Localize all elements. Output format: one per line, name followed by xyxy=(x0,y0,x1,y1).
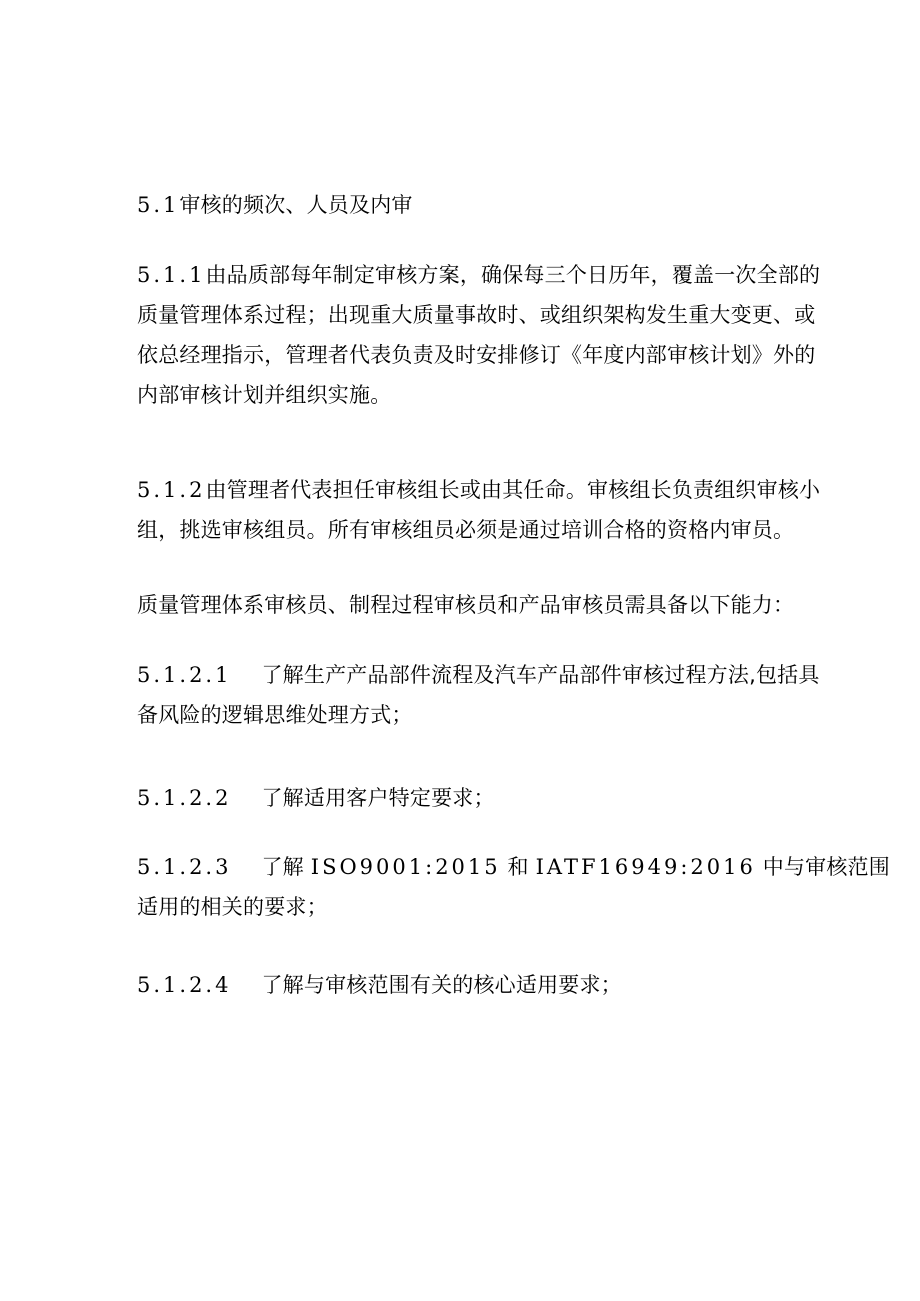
clause-number: 5.1.2.1 xyxy=(137,663,232,687)
standard-reference: IATF16949:2016 xyxy=(535,855,756,879)
paragraph-line: 由管理者代表担任审核组长或由其任命。审核组长负责组织审核小 xyxy=(205,478,821,502)
paragraph-line: 质量管理体系过程；出现重大质量事故时、或组织架构发生重大变更、或 xyxy=(137,303,816,327)
paragraph-text: 中与审核范围 xyxy=(762,855,890,879)
paragraph-line: 了解适用客户特定要求； xyxy=(261,786,495,810)
paragraph-line: 依总经理指示，管理者代表负责及时安排修订《年度内部审核计划》外的 xyxy=(137,343,816,367)
paragraph-line: 适用的相关的要求； xyxy=(137,895,328,919)
paragraph-5-1-1 xyxy=(137,255,821,415)
standard-reference: ISO9001:2015 xyxy=(310,855,501,879)
paragraph-line: 了解与审核范围有关的核心适用要求； xyxy=(261,973,622,997)
section-number: 5.1 xyxy=(137,193,180,217)
paragraph-5-1-2-4 xyxy=(137,965,787,1005)
paragraph-text: 了解 xyxy=(261,855,304,879)
section-heading-text: 审核的频次、人员及内审 xyxy=(179,193,413,217)
paragraph-abilities-intro xyxy=(137,585,795,625)
paragraph-5-1-2-2 xyxy=(137,778,787,818)
clause-number: 5.1.2 xyxy=(137,478,206,502)
paragraph-line: 组，挑选审核组员。所有审核组员必须是通过培训合格的资格内审员。 xyxy=(137,518,795,542)
clause-number: 5.1.2.2 xyxy=(137,786,232,810)
paragraph-5-1-2 xyxy=(137,470,821,550)
paragraph-line: 由品质部每年制定审核方案，确保每三个日历年，覆盖一次全部的 xyxy=(205,263,821,287)
paragraph-text: 和 xyxy=(507,855,529,879)
paragraph-line: 内部审核计划并组织实施。 xyxy=(137,383,392,407)
clause-number: 5.1.2.4 xyxy=(137,973,232,997)
section-heading-5-1 xyxy=(137,185,787,225)
paragraph-5-1-2-1 xyxy=(137,655,820,735)
clause-number: 5.1.1 xyxy=(137,263,206,287)
paragraph-line: 了解生产产品部件流程及汽车产品部件审核过程方法,包括具 xyxy=(261,663,820,687)
paragraph-line: 备风险的逻辑思维处理方式； xyxy=(137,703,413,727)
clause-number: 5.1.2.3 xyxy=(137,855,232,879)
paragraph-line: 质量管理体系审核员、制程过程审核员和产品审核员需具备以下能力： xyxy=(137,593,795,617)
paragraph-5-1-2-3 xyxy=(137,847,890,927)
